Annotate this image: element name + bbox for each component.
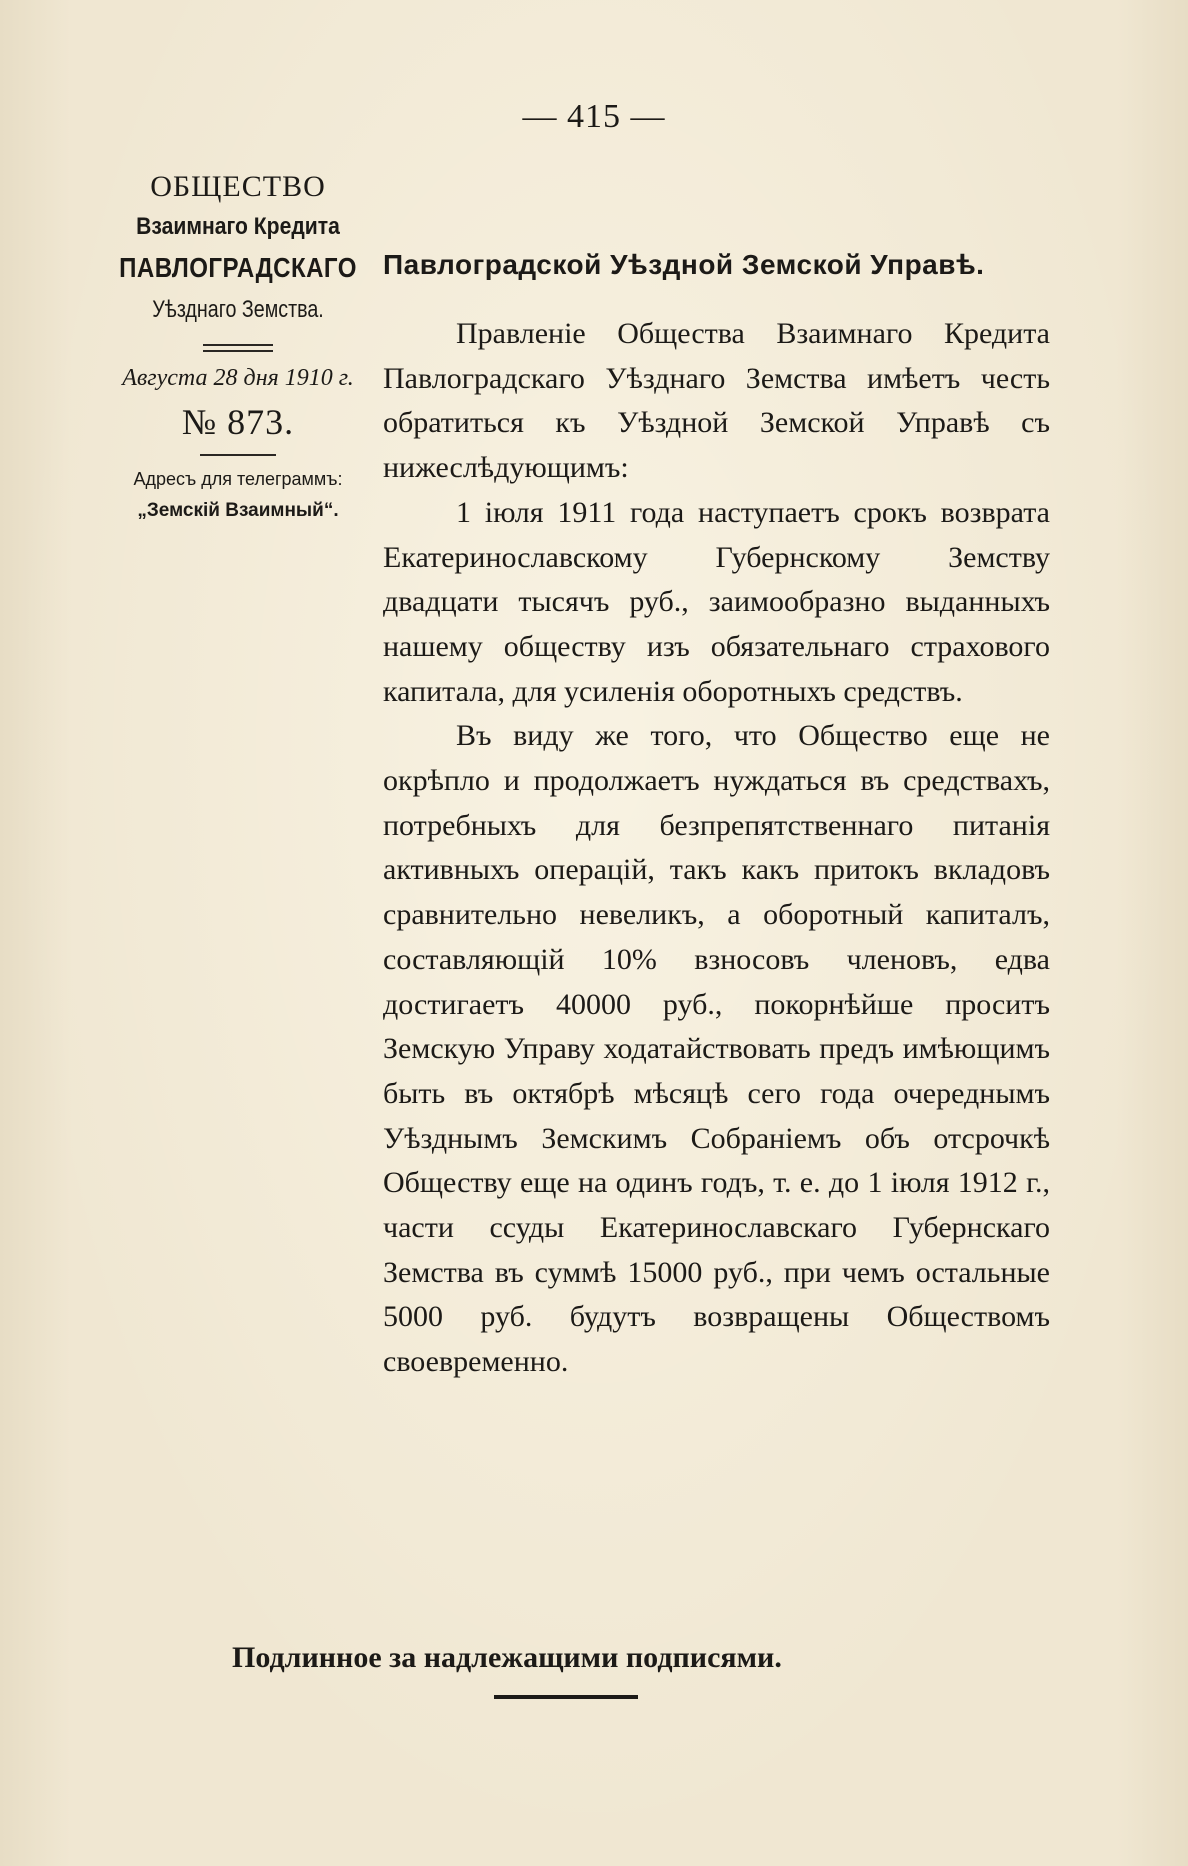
closing-rule (494, 1695, 638, 1699)
letterhead-district: ПАВЛОГРАДСКАГО (119, 252, 357, 283)
telegram-label: Адресъ для телеграммъ: (133, 469, 343, 489)
letterhead (88, 166, 388, 528)
letterhead-zemstvo: Уѣзднаго Земства. (152, 296, 324, 323)
letterhead-date: Августа 28 дня 1910 г. (122, 365, 354, 391)
letter-paragraph: Въ виду же того, что Общество еще не окрѣпло и продолжаетъ нуждаться въ средствахъ, потребныхъ для безпрепятственнаго питанія активныхъ операцій, такъ какъ притокъ вкладовъ сравнительно невеликъ, а оборотный капиталъ, составляющій 10% взносовъ членовъ, едва достигаетъ 40000 руб., покорнѣйше проситъ Земскую Управу ходатайствовать предъ имѣющимъ быть въ октябрѣ мѣсяцѣ сего года очереднымъ Уѣзднымъ Земскимъ Собраніемъ объ отсрочкѣ Обществу еще на одинъ годъ, т. е. до 1 іюля 1912 г., части ссуды Екатеринославскаго Губернскаго Земства въ суммѣ 15000 руб., при чемъ остальные 5000 руб. будутъ возвращены Обществомъ своевременно. (383, 719, 1050, 1379)
page-number: — 415 — (522, 98, 666, 135)
letter-body (383, 242, 1050, 1385)
letterhead-number: № 873. (181, 402, 295, 442)
letterhead-double-rule (203, 344, 273, 352)
letter-paragraph: Правленіе Общества Взаимнаго Кредита Павлоградскаго Уѣзднаго Земства имѣетъ честь обратиться къ Уѣздной Земской Управѣ съ нижеслѣдующимъ: (383, 317, 1050, 485)
letterhead-org: ОБЩЕСТВО (150, 170, 326, 203)
telegram-address: „Земскій Взаимный“. (137, 500, 339, 521)
addressee: Павлоградской Уѣздной Земской Управѣ. (383, 249, 985, 280)
letterhead-mutual-credit: Взаимнаго Кредита (136, 213, 340, 240)
letter-paragraph: 1 іюля 1911 года наступаетъ срокъ возврата Екатеринославскому Губернскому Земству двадцати тысячъ руб., заимообразно выданныхъ нашему обществу изъ обязательнаго страхового капитала, для усиленія оборотныхъ средствъ. (383, 495, 1050, 708)
letterhead-rule (200, 454, 276, 456)
closing-line: Подлинное за надлежащими подписями. (232, 1641, 782, 1674)
